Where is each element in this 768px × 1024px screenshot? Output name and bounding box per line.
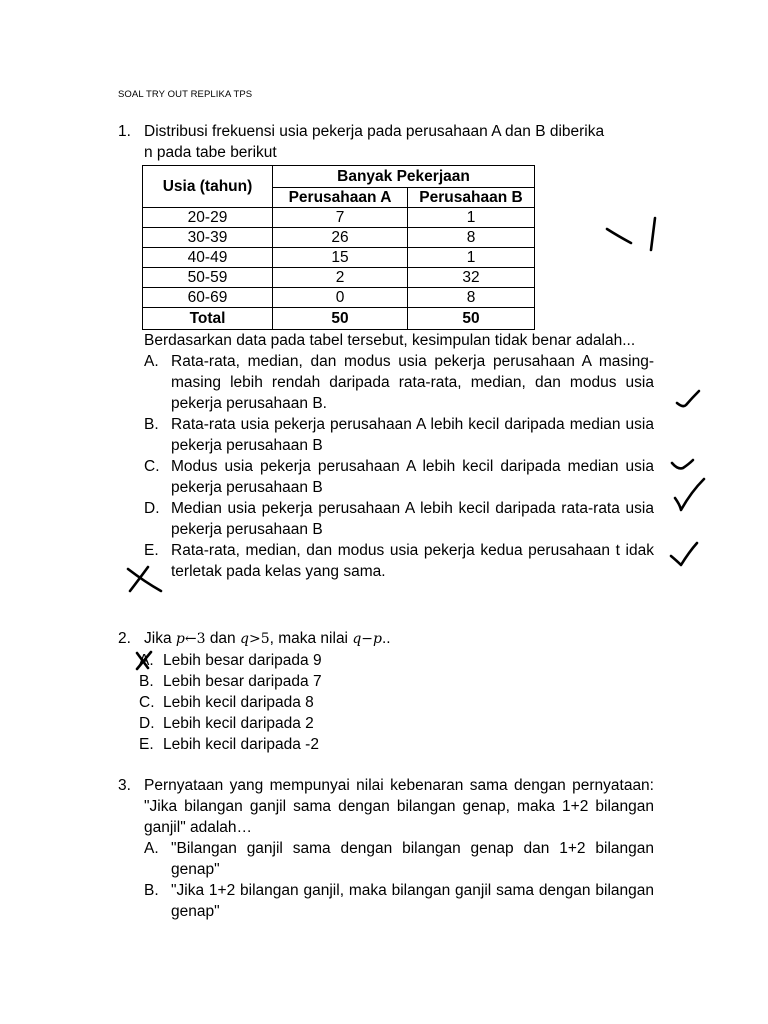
- option-letter: B.: [144, 416, 159, 433]
- option-letter: B.: [144, 882, 159, 899]
- option-letter: D.: [139, 715, 155, 732]
- option-2c: [139, 692, 654, 713]
- option-3b: [144, 880, 654, 922]
- option-3a: [144, 838, 654, 880]
- table-cell-usia: 60-69: [143, 288, 273, 308]
- option-text: Modus usia pekerja perusahaan A lebih kecil daripada median usia pekerja perusahaan B: [171, 458, 654, 496]
- stem-text: , maka nilai: [269, 630, 349, 647]
- option-letter: A.: [144, 353, 159, 370]
- question-3: [118, 775, 654, 922]
- option-1d: [144, 498, 654, 540]
- table-row: [143, 268, 535, 288]
- table-cell-b: 32: [408, 268, 535, 288]
- table-cell-b: 1: [408, 208, 535, 228]
- math-ineq: >5: [248, 631, 270, 647]
- check-mark-icon: [671, 543, 697, 565]
- option-letter: C.: [144, 458, 160, 475]
- question-2: [118, 628, 654, 755]
- question-1: [118, 121, 654, 582]
- table-total-b: 50: [408, 308, 535, 330]
- check-mark-icon: [675, 479, 704, 510]
- stem-text: dan: [209, 630, 236, 647]
- option-text: Lebih kecil daripada 2: [163, 715, 314, 732]
- table-header-perusahaan-a: Perusahaan A: [273, 188, 408, 208]
- table-cell-usia: 30-39: [143, 228, 273, 248]
- table-cell-usia: 20-29: [143, 208, 273, 228]
- frequency-table: [142, 165, 535, 330]
- table-cell-usia: 50-59: [143, 268, 273, 288]
- option-2d: [139, 713, 654, 734]
- option-text: "Bilangan ganjil sama dengan bilangan genap dan 1+2 bilangan genap": [171, 840, 654, 878]
- table-cell-b: 8: [408, 228, 535, 248]
- table-header-group: Banyak Pekerjaan: [273, 166, 535, 188]
- option-letter: D.: [144, 500, 160, 517]
- option-2b: [139, 671, 654, 692]
- question-1-number: 1.: [118, 123, 131, 140]
- option-text: Lebih kecil daripada -2: [163, 736, 319, 753]
- table-row: [143, 288, 535, 308]
- option-text: Median usia pekerja perusahaan A lebih kecil daripada rata-rata usia pekerja perusahaan B: [171, 500, 654, 538]
- document-header: SOAL TRY OUT REPLIKA TPS: [118, 89, 253, 100]
- table-cell-a: 0: [273, 288, 408, 308]
- stem-text: ..: [382, 630, 391, 647]
- table-cell-usia: 40-49: [143, 248, 273, 268]
- table-cell-a: 7: [273, 208, 408, 228]
- option-2a: [139, 650, 654, 671]
- check-mark-icon: [672, 460, 693, 468]
- table-cell-b: 1: [408, 248, 535, 268]
- option-text: "Jika 1+2 bilangan ganjil, maka bilangan ganjil sama dengan bilangan genap": [171, 882, 654, 920]
- option-2e: [139, 734, 654, 755]
- question-2-stem: [144, 628, 654, 650]
- table-row: [143, 248, 535, 268]
- table-cell-a: 15: [273, 248, 408, 268]
- math-ineq: ←3: [184, 631, 206, 647]
- math-var-p: p: [373, 631, 382, 647]
- option-1b: [144, 414, 654, 456]
- table-total-a: 50: [273, 308, 408, 330]
- table-cell-a: 26: [273, 228, 408, 248]
- table-cell-b: 8: [408, 288, 535, 308]
- question-1-stem: Berdasarkan data pada tabel tersebut, kesimpulan tidak benar adalah...: [144, 332, 636, 349]
- option-text: Rata-rata usia pekerja perusahaan A lebih kecil daripada median usia pekerja perusahaan B: [171, 416, 654, 454]
- option-text: Lebih besar daripada 9: [163, 652, 322, 669]
- table-total-row: [143, 308, 535, 330]
- check-mark-icon: [677, 391, 699, 406]
- math-var-q: q: [240, 631, 249, 647]
- math-var-p: p: [175, 631, 185, 647]
- question-1-intro-line2: n pada tabe berikut: [144, 144, 277, 161]
- stem-text: Jika: [144, 630, 172, 647]
- question-1-intro-line1: Distribusi frekuensi usia pekerja pada perusahaan A dan B diberika: [144, 123, 605, 140]
- option-1c: [144, 456, 654, 498]
- option-letter: B.: [139, 673, 154, 690]
- table-header-perusahaan-b: Perusahaan B: [408, 188, 535, 208]
- table-header-usia: Usia (tahun): [143, 166, 273, 208]
- option-text: Rata-rata, median, dan modus usia pekerja perusahaan A masing-masing lebih rendah daripada rata-rata, median, dan modus usia pekerja perusahaan B.: [171, 353, 654, 412]
- option-1a: [144, 351, 654, 414]
- option-letter: A.: [139, 652, 154, 669]
- table-cell-a: 2: [273, 268, 408, 288]
- option-text: Lebih besar daripada 7: [163, 673, 322, 690]
- option-text: Lebih kecil daripada 8: [163, 694, 314, 711]
- table-total-label: Total: [143, 308, 273, 330]
- option-letter: A.: [144, 840, 159, 857]
- option-1e: [144, 540, 654, 582]
- math-minus: −: [361, 631, 374, 647]
- question-3-stem: Pernyataan yang mempunyai nilai kebenaran sama dengan pernyataan: "Jika bilangan ganjil sama dengan bilangan genap, maka 1+2 bilangan ganjil" adalah…: [144, 777, 654, 836]
- option-letter: E.: [139, 736, 154, 753]
- math-var-q: q: [352, 631, 362, 647]
- option-letter: C.: [139, 694, 155, 711]
- table-row: [143, 208, 535, 228]
- option-text: Rata-rata, median, dan modus usia pekerja kedua perusahaan t idak terletak pada kelas yang sama.: [171, 542, 654, 580]
- option-letter: E.: [144, 542, 159, 559]
- table-row: [143, 228, 535, 248]
- question-3-number: 3.: [118, 777, 131, 794]
- question-2-number: 2.: [118, 630, 131, 647]
